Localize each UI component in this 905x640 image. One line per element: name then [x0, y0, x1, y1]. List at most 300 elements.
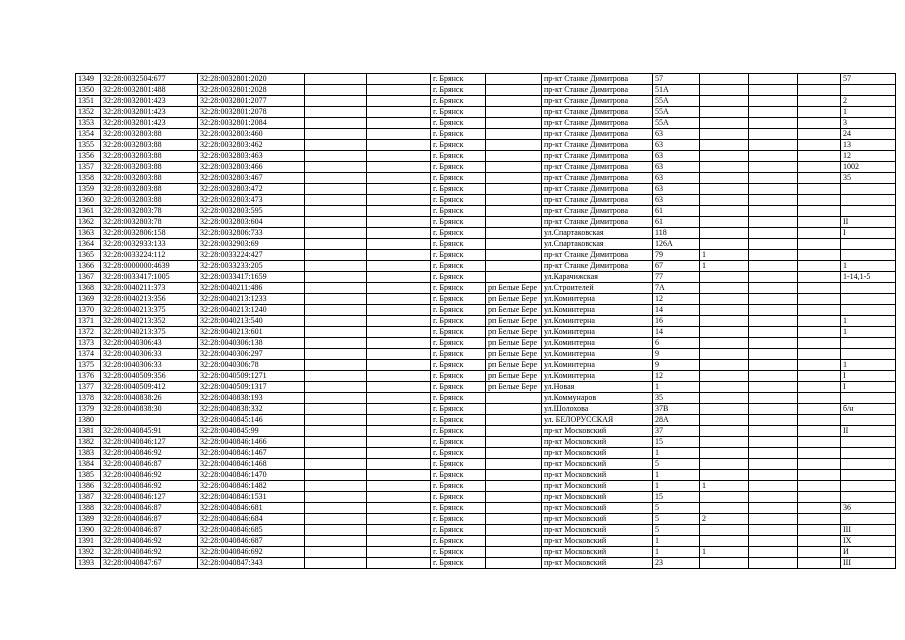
object-number-cell: 32:28:0032801:2078 — [198, 107, 305, 118]
row-number-cell: 1363 — [76, 228, 101, 239]
empty-cell-1 — [305, 525, 367, 536]
street-cell: пр-кт Станке Димитрова — [542, 151, 653, 162]
room-cell: 24 — [841, 129, 896, 140]
empty-cell-1 — [305, 173, 367, 184]
room-cell: III — [841, 525, 896, 536]
parcel-number-cell: 32:28:0040846:87 — [101, 525, 198, 536]
city-cell: г. Брянск — [431, 481, 486, 492]
object-number-cell: 32:28:0040509:1317 — [198, 382, 305, 393]
house-cell: 9 — [653, 360, 700, 371]
building-cell — [700, 305, 749, 316]
settlement-cell — [486, 239, 542, 250]
object-number-cell: 32:28:0040509:1271 — [198, 371, 305, 382]
building-cell — [700, 239, 749, 250]
object-number-cell: 32:28:0040213:601 — [198, 327, 305, 338]
settlement-cell — [486, 228, 542, 239]
row-number-cell: 1370 — [76, 305, 101, 316]
structure-cell — [749, 74, 798, 85]
building-cell — [700, 206, 749, 217]
settlement-cell — [486, 393, 542, 404]
room-cell — [841, 415, 896, 426]
room-cell — [841, 492, 896, 503]
city-cell: г. Брянск — [431, 459, 486, 470]
settlement-cell — [486, 525, 542, 536]
building-cell: 1 — [700, 261, 749, 272]
flat-cell — [798, 173, 841, 184]
parcel-number-cell: 32:28:0040213:375 — [101, 327, 198, 338]
empty-cell-1 — [305, 558, 367, 569]
object-number-cell: 32:28:0040846:1531 — [198, 492, 305, 503]
flat-cell — [798, 470, 841, 481]
parcel-number-cell: 32:28:0040846:92 — [101, 547, 198, 558]
structure-cell — [749, 558, 798, 569]
house-cell: 63 — [653, 140, 700, 151]
house-cell: 37В — [653, 404, 700, 415]
table-row — [76, 536, 896, 547]
table-row — [76, 459, 896, 470]
object-number-cell: 32:28:0040846:1470 — [198, 470, 305, 481]
row-number-cell: 1367 — [76, 272, 101, 283]
row-number-cell: 1379 — [76, 404, 101, 415]
parcel-number-cell: 32:28:0032801:423 — [101, 118, 198, 129]
table-row — [76, 118, 896, 129]
settlement-cell — [486, 404, 542, 415]
row-number-cell: 1359 — [76, 184, 101, 195]
flat-cell — [798, 96, 841, 107]
object-number-cell: 32:28:0032803:473 — [198, 195, 305, 206]
register-sheet — [75, 73, 896, 569]
room-cell: 1 — [841, 107, 896, 118]
building-cell — [700, 294, 749, 305]
parcel-number-cell: 32:28:0040306:33 — [101, 360, 198, 371]
table-row — [76, 503, 896, 514]
object-number-cell: 32:28:0032803:462 — [198, 140, 305, 151]
table-row — [76, 74, 896, 85]
object-number-cell: 32:28:0040846:1482 — [198, 481, 305, 492]
house-cell: 126А — [653, 239, 700, 250]
room-cell: 1 — [841, 360, 896, 371]
flat-cell — [798, 360, 841, 371]
house-cell: 55А — [653, 107, 700, 118]
table-row — [76, 426, 896, 437]
structure-cell — [749, 338, 798, 349]
house-cell: 15 — [653, 437, 700, 448]
building-cell — [700, 118, 749, 129]
empty-cell-1 — [305, 327, 367, 338]
city-cell: г. Брянск — [431, 294, 486, 305]
table-row — [76, 206, 896, 217]
room-cell — [841, 514, 896, 525]
empty-cell-1 — [305, 184, 367, 195]
empty-cell-1 — [305, 195, 367, 206]
flat-cell — [798, 393, 841, 404]
empty-cell-2 — [367, 327, 431, 338]
building-cell — [700, 327, 749, 338]
structure-cell — [749, 107, 798, 118]
house-cell: 1 — [653, 536, 700, 547]
parcel-number-cell: 32:28:0032803:88 — [101, 173, 198, 184]
city-cell: г. Брянск — [431, 338, 486, 349]
empty-cell-2 — [367, 151, 431, 162]
empty-cell-2 — [367, 415, 431, 426]
structure-cell — [749, 360, 798, 371]
object-number-cell: 32:28:0040211:486 — [198, 283, 305, 294]
object-number-cell: 32:28:0040213:540 — [198, 316, 305, 327]
building-cell: 1 — [700, 547, 749, 558]
flat-cell — [798, 481, 841, 492]
parcel-number-cell: 32:28:0040846:127 — [101, 492, 198, 503]
empty-cell-1 — [305, 448, 367, 459]
parcel-number-cell: 32:28:0040847:67 — [101, 558, 198, 569]
settlement-cell: рп Белые Бере — [486, 294, 542, 305]
street-cell: пр-кт Станке Димитрова — [542, 74, 653, 85]
empty-cell-2 — [367, 74, 431, 85]
city-cell: г. Брянск — [431, 316, 486, 327]
empty-cell-1 — [305, 393, 367, 404]
room-cell — [841, 294, 896, 305]
table-row — [76, 250, 896, 261]
parcel-number-cell: 32:28:0040213:352 — [101, 316, 198, 327]
table-row — [76, 415, 896, 426]
building-cell — [700, 459, 749, 470]
object-number-cell: 32:28:0032803:595 — [198, 206, 305, 217]
house-cell: 67 — [653, 261, 700, 272]
row-number-cell: 1376 — [76, 371, 101, 382]
room-cell: II — [841, 426, 896, 437]
city-cell: г. Брянск — [431, 470, 486, 481]
street-cell: ул.Коминтерна — [542, 338, 653, 349]
table-row — [76, 184, 896, 195]
flat-cell — [798, 151, 841, 162]
street-cell: пр-кт Станке Димитрова — [542, 261, 653, 272]
empty-cell-2 — [367, 217, 431, 228]
street-cell: ул.Коминтерна — [542, 294, 653, 305]
city-cell: г. Брянск — [431, 448, 486, 459]
empty-cell-2 — [367, 305, 431, 316]
object-number-cell: 32:28:0040845:99 — [198, 426, 305, 437]
row-number-cell: 1351 — [76, 96, 101, 107]
structure-cell — [749, 217, 798, 228]
row-number-cell: 1360 — [76, 195, 101, 206]
table-row — [76, 129, 896, 140]
room-cell: 1-14,1-5 — [841, 272, 896, 283]
row-number-cell: 1391 — [76, 536, 101, 547]
street-cell: ул.Новая — [542, 382, 653, 393]
settlement-cell: рп Белые Бере — [486, 382, 542, 393]
building-cell — [700, 74, 749, 85]
street-cell: ул.Шолохова — [542, 404, 653, 415]
structure-cell — [749, 327, 798, 338]
street-cell: ул.Коминтерна — [542, 371, 653, 382]
structure-cell — [749, 404, 798, 415]
row-number-cell: 1361 — [76, 206, 101, 217]
street-cell: пр-кт Станке Димитрова — [542, 140, 653, 151]
row-number-cell: 1372 — [76, 327, 101, 338]
city-cell: г. Брянск — [431, 261, 486, 272]
house-cell: 61 — [653, 206, 700, 217]
object-number-cell: 32:28:0032903:69 — [198, 239, 305, 250]
flat-cell — [798, 503, 841, 514]
structure-cell — [749, 547, 798, 558]
empty-cell-2 — [367, 492, 431, 503]
settlement-cell: рп Белые Бере — [486, 305, 542, 316]
building-cell — [700, 503, 749, 514]
house-cell: 7А — [653, 283, 700, 294]
city-cell: г. Брянск — [431, 349, 486, 360]
empty-cell-1 — [305, 228, 367, 239]
settlement-cell — [486, 74, 542, 85]
settlement-cell — [486, 481, 542, 492]
row-number-cell: 1380 — [76, 415, 101, 426]
structure-cell — [749, 85, 798, 96]
empty-cell-2 — [367, 382, 431, 393]
object-number-cell: 32:28:0040846:1467 — [198, 448, 305, 459]
settlement-cell — [486, 184, 542, 195]
flat-cell — [798, 327, 841, 338]
room-cell: 1 — [841, 327, 896, 338]
room-cell — [841, 305, 896, 316]
building-cell — [700, 415, 749, 426]
parcel-number-cell: 32:28:0040845:91 — [101, 426, 198, 437]
building-cell — [700, 140, 749, 151]
structure-cell — [749, 349, 798, 360]
room-cell: 1002 — [841, 162, 896, 173]
empty-cell-1 — [305, 74, 367, 85]
room-cell: I — [841, 382, 896, 393]
building-cell — [700, 525, 749, 536]
street-cell: пр-кт Московский — [542, 459, 653, 470]
row-number-cell: 1364 — [76, 239, 101, 250]
table-row — [76, 360, 896, 371]
settlement-cell: рп Белые Бере — [486, 360, 542, 371]
city-cell: г. Брянск — [431, 547, 486, 558]
structure-cell — [749, 382, 798, 393]
building-cell — [700, 217, 749, 228]
table-row — [76, 514, 896, 525]
row-number-cell: 1349 — [76, 74, 101, 85]
object-number-cell: 32:28:0040213:1233 — [198, 294, 305, 305]
parcel-number-cell: 32:28:0032933:133 — [101, 239, 198, 250]
empty-cell-1 — [305, 481, 367, 492]
structure-cell — [749, 206, 798, 217]
empty-cell-2 — [367, 96, 431, 107]
empty-cell-2 — [367, 206, 431, 217]
empty-cell-1 — [305, 371, 367, 382]
room-cell: 35 — [841, 173, 896, 184]
table-row — [76, 151, 896, 162]
city-cell: г. Брянск — [431, 393, 486, 404]
parcel-number-cell: 32:28:0000000:4639 — [101, 261, 198, 272]
object-number-cell: 32:28:0040838:332 — [198, 404, 305, 415]
object-number-cell: 32:28:0032803:467 — [198, 173, 305, 184]
city-cell: г. Брянск — [431, 327, 486, 338]
building-cell — [700, 272, 749, 283]
flat-cell — [798, 184, 841, 195]
house-cell: 12 — [653, 294, 700, 305]
parcel-number-cell: 32:28:0040846:92 — [101, 536, 198, 547]
empty-cell-2 — [367, 195, 431, 206]
empty-cell-2 — [367, 261, 431, 272]
room-cell: 1 — [841, 261, 896, 272]
empty-cell-2 — [367, 162, 431, 173]
house-cell: 61 — [653, 217, 700, 228]
object-number-cell: 32:28:0033417:1659 — [198, 272, 305, 283]
row-number-cell: 1355 — [76, 140, 101, 151]
parcel-number-cell: 32:28:0040838:30 — [101, 404, 198, 415]
structure-cell — [749, 492, 798, 503]
street-cell: пр-кт Станке Димитрова — [542, 96, 653, 107]
empty-cell-2 — [367, 239, 431, 250]
empty-cell-2 — [367, 547, 431, 558]
city-cell: г. Брянск — [431, 525, 486, 536]
house-cell: 55А — [653, 96, 700, 107]
street-cell: пр-кт Московский — [542, 536, 653, 547]
structure-cell — [749, 250, 798, 261]
table-row — [76, 404, 896, 415]
object-number-cell: 32:28:0032803:463 — [198, 151, 305, 162]
row-number-cell: 1390 — [76, 525, 101, 536]
street-cell: ул.Строителей — [542, 283, 653, 294]
city-cell: г. Брянск — [431, 74, 486, 85]
settlement-cell — [486, 129, 542, 140]
empty-cell-1 — [305, 96, 367, 107]
room-cell: 12 — [841, 151, 896, 162]
house-cell: 63 — [653, 173, 700, 184]
structure-cell — [749, 261, 798, 272]
building-cell — [700, 129, 749, 140]
parcel-number-cell: 32:28:0040306:33 — [101, 349, 198, 360]
settlement-cell — [486, 140, 542, 151]
empty-cell-2 — [367, 283, 431, 294]
house-cell: 37 — [653, 426, 700, 437]
row-number-cell: 1382 — [76, 437, 101, 448]
table-row — [76, 261, 896, 272]
table-row — [76, 481, 896, 492]
structure-cell — [749, 536, 798, 547]
object-number-cell: 32:28:0032806:733 — [198, 228, 305, 239]
street-cell: пр-кт Станке Димитрова — [542, 162, 653, 173]
structure-cell — [749, 272, 798, 283]
street-cell: пр-кт Московский — [542, 503, 653, 514]
city-cell: г. Брянск — [431, 514, 486, 525]
room-cell: 2 — [841, 96, 896, 107]
empty-cell-2 — [367, 129, 431, 140]
flat-cell — [798, 437, 841, 448]
object-number-cell: 32:28:0040306:297 — [198, 349, 305, 360]
parcel-number-cell: 32:28:0032801:488 — [101, 85, 198, 96]
house-cell: 23 — [653, 558, 700, 569]
house-cell: 63 — [653, 195, 700, 206]
street-cell: ул.Спартаковская — [542, 228, 653, 239]
object-number-cell: 32:28:0040846:681 — [198, 503, 305, 514]
parcel-number-cell: 32:28:0032803:88 — [101, 162, 198, 173]
flat-cell — [798, 107, 841, 118]
flat-cell — [798, 459, 841, 470]
room-cell: 1 — [841, 316, 896, 327]
building-cell — [700, 470, 749, 481]
room-cell — [841, 239, 896, 250]
street-cell: пр-кт Московский — [542, 426, 653, 437]
city-cell: г. Брянск — [431, 272, 486, 283]
empty-cell-2 — [367, 371, 431, 382]
building-cell — [700, 448, 749, 459]
street-cell: пр-кт Станке Димитрова — [542, 195, 653, 206]
house-cell: 79 — [653, 250, 700, 261]
object-number-cell: 32:28:0040847:343 — [198, 558, 305, 569]
parcel-number-cell: 32:28:0040846:127 — [101, 437, 198, 448]
empty-cell-2 — [367, 459, 431, 470]
city-cell: г. Брянск — [431, 250, 486, 261]
empty-cell-1 — [305, 283, 367, 294]
house-cell: 15 — [653, 492, 700, 503]
building-cell — [700, 283, 749, 294]
empty-cell-1 — [305, 404, 367, 415]
flat-cell — [798, 426, 841, 437]
street-cell: пр-кт Станке Димитрова — [542, 217, 653, 228]
building-cell — [700, 162, 749, 173]
house-cell: 35 — [653, 393, 700, 404]
row-number-cell: 1350 — [76, 85, 101, 96]
empty-cell-1 — [305, 437, 367, 448]
house-cell: 1 — [653, 481, 700, 492]
house-cell: 55А — [653, 118, 700, 129]
street-cell: пр-кт Московский — [542, 437, 653, 448]
room-cell — [841, 85, 896, 96]
table-row — [76, 294, 896, 305]
structure-cell — [749, 393, 798, 404]
city-cell: г. Брянск — [431, 503, 486, 514]
city-cell: г. Брянск — [431, 426, 486, 437]
parcel-number-cell: 32:28:0032801:423 — [101, 107, 198, 118]
street-cell: пр-кт Станке Димитрова — [542, 250, 653, 261]
structure-cell — [749, 96, 798, 107]
structure-cell — [749, 459, 798, 470]
row-number-cell: 1366 — [76, 261, 101, 272]
flat-cell — [798, 415, 841, 426]
house-cell: 9 — [653, 349, 700, 360]
object-number-cell: 32:28:0040846:692 — [198, 547, 305, 558]
row-number-cell: 1377 — [76, 382, 101, 393]
settlement-cell — [486, 272, 542, 283]
parcel-number-cell: 32:28:0040838:26 — [101, 393, 198, 404]
parcel-number-cell: 32:28:0032803:88 — [101, 151, 198, 162]
structure-cell — [749, 239, 798, 250]
parcel-number-cell: 32:28:0032803:88 — [101, 195, 198, 206]
structure-cell — [749, 415, 798, 426]
table-row — [76, 162, 896, 173]
empty-cell-2 — [367, 118, 431, 129]
object-number-cell: 32:28:0032801:2020 — [198, 74, 305, 85]
settlement-cell — [486, 558, 542, 569]
house-cell: 14 — [653, 305, 700, 316]
flat-cell — [798, 217, 841, 228]
building-cell — [700, 173, 749, 184]
building-cell: 1 — [700, 481, 749, 492]
parcel-number-cell: 32:28:0040846:92 — [101, 470, 198, 481]
building-cell — [700, 558, 749, 569]
empty-cell-1 — [305, 360, 367, 371]
row-number-cell: 1383 — [76, 448, 101, 459]
parcel-number-cell: 32:28:0040306:43 — [101, 338, 198, 349]
empty-cell-2 — [367, 338, 431, 349]
empty-cell-1 — [305, 547, 367, 558]
flat-cell — [798, 382, 841, 393]
building-cell — [700, 184, 749, 195]
room-cell — [841, 195, 896, 206]
building-cell — [700, 437, 749, 448]
room-cell: 36 — [841, 503, 896, 514]
structure-cell — [749, 228, 798, 239]
